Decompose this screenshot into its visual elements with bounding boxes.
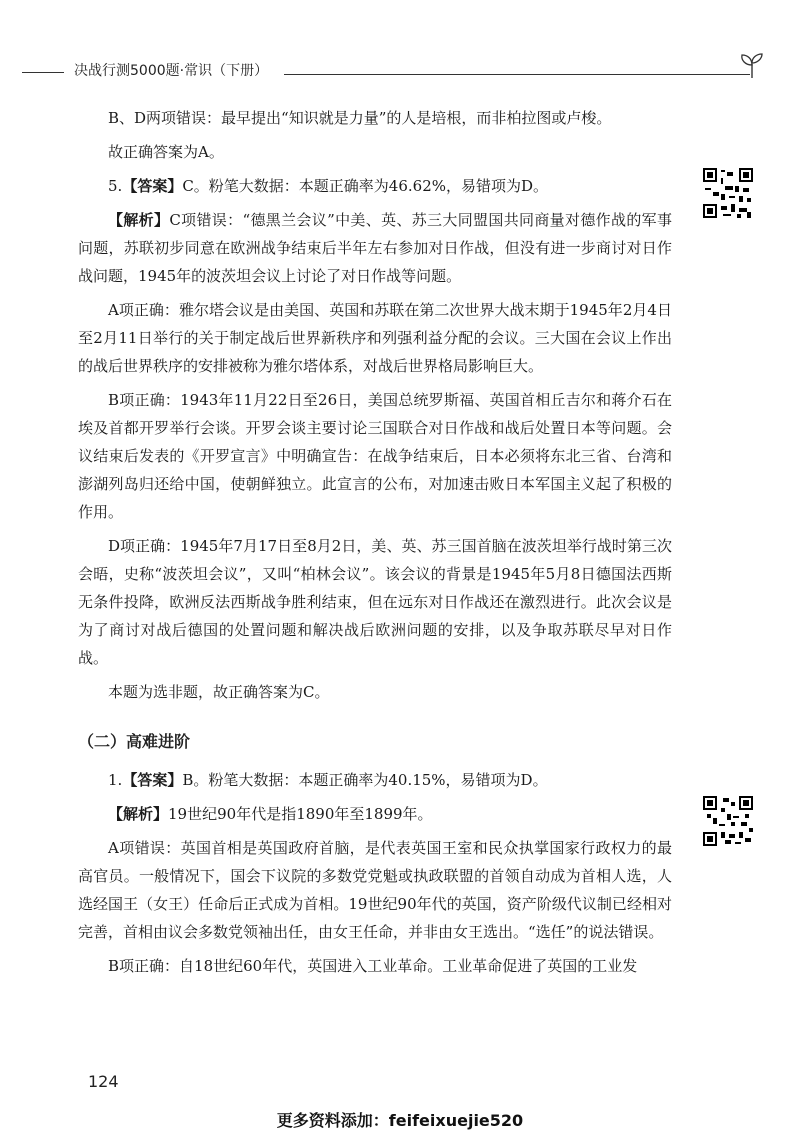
paragraph-option-b: B项正确：1943年11月22日至26日，美国总统罗斯福、英国首相丘吉尔和蒋介石在埃及首都开罗举行会谈。开罗会谈主要讨论三国联合对日作战和战后处置日本等问题。会议结束后发表的《开罗宣言》中明确宣告：在战争结束后，日本必须将东北三省、台湾和澎湖列岛归还给中国，使朝鲜独立。此宣言的公布，对加速击败日本军国主义起了积极的作用。 [78,391,672,521]
running-header [0,50,800,90]
question-number: 1. [108,771,123,789]
qr-code-icon [703,168,753,218]
analysis-tag: 【解析】 [108,211,170,229]
analysis-tag: 【解析】 [108,805,169,823]
qr-code-icon [703,796,753,846]
answer-tag: 【答案】 [122,177,183,195]
answer-tag: 【答案】 [122,771,183,789]
question-5-analysis [78,206,672,290]
answer-text: B。粉笔大数据：本题正确率为40.15%，易错项为D。 [182,771,548,789]
page-body [78,104,672,986]
question-number: 5. [108,177,123,195]
paragraph-option-d: D项正确：1945年7月17日至8月2日，美、英、苏三国首脑在波茨坦举行战时第三次会晤，史称“波茨坦会议”，又叫“柏林会议”。该会议的背景是1945年5月8日德国法西斯无条件投降，欧洲反法西斯战争胜利结束，但在远东对日作战还在激烈进行。此次会议是为了商讨对战后德国的处置问题和解决战后欧洲问题的安排，以及争取苏联尽早对日作战。 [78,537,672,667]
book-title: 决战行测5000题·常识（下册） [74,63,269,79]
header-rule-left [22,72,64,73]
answer-text: C。粉笔大数据：本题正确率为46.62%，易错项为D。 [182,177,549,195]
paragraph-conclusion: 本题为选非题，故正确答案为C。 [108,683,330,701]
question-1-answer [78,766,672,794]
question-1-analysis [78,800,672,828]
paragraph-option-a: A项正确：雅尔塔会议是由美国、英国和苏联在第二次世界大战末期于1945年2月4日至2月11日举行的关于制定战后世界新秩序和列强利益分配的会议。三大国在会议上作出的战后世界秩序的安排被称为雅尔塔体系，对战后世界格局影响巨大。 [78,301,672,375]
page-number: 124 [88,1072,119,1091]
question-5-answer [78,172,672,200]
header-rule-right [284,74,750,75]
analysis-text: C项错误：“德黑兰会议”中美、英、苏三大同盟国共同商量对德作战的军事问题，苏联初步同意在欧洲战争结束后半年左右参加对日作战，但没有进一步商讨对日作战问题，1945年的波茨坦会议上讨论了对日作战等问题。 [78,211,672,285]
footer-note: 更多资料添加：feifeixuejie520 [276,1111,524,1130]
paragraph-answer-a: 故正确答案为A。 [108,143,224,161]
paragraph-option-b: B项正确：自18世纪60年代，英国进入工业革命。工业革命促进了英国的工业发 [108,957,638,975]
paragraph-option-a: A项错误：英国首相是英国政府首脑，是代表英国王室和民众执掌国家行政权力的最高官员。一般情况下，国会下议院的多数党党魁或执政联盟的首领自动成为首相人选，人选经国王（女王）任命后正式成为首相。19世纪90年代的英国，资产阶级代议制已经相对完善，首相由议会多数党领袖出任，由女王任命，并非由女王选出。“选任”的说法错误。 [78,839,672,941]
analysis-text: 19世纪90年代是指1890年至1899年。 [168,805,433,823]
sprout-icon [737,50,767,80]
section-heading: （二）高难进阶 [78,732,191,751]
paragraph-bd-wrong: B、D两项错误：最早提出“知识就是力量”的人是培根，而非柏拉图或卢梭。 [108,109,612,127]
